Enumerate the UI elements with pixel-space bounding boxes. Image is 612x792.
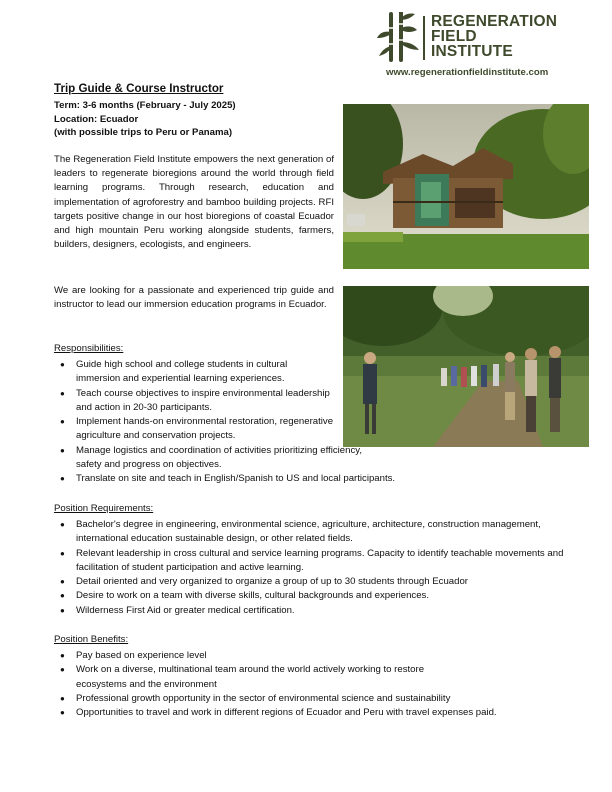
job-meta: [54, 99, 236, 140]
benefits-list: [54, 649, 574, 720]
responsibilities-heading: Responsibilities:: [54, 343, 124, 354]
responsibility-item: ● Implement hands-on environmental restoration, regenerative agriculture and conservation projects.: [54, 415, 348, 444]
org-name-line-3: INSTITUTE: [431, 43, 513, 60]
org-logo: [377, 12, 577, 64]
job-term: Term: 3-6 months (February - July 2025): [54, 100, 236, 111]
requirements-heading: Position Requirements:: [54, 503, 154, 514]
responsibility-item: ● Teach course objectives to inspire environmental leadership and action in 20-30 participants.: [54, 387, 334, 416]
org-name-line-2: FIELD: [431, 28, 477, 45]
benefit-item: ● Professional growth opportunity in the sector of environmental science and sustainability: [54, 692, 574, 706]
requirement-item: ● Desire to work on a team with diverse skills, cultural backgrounds and experiences.: [54, 589, 564, 603]
benefit-item: ● Work on a diverse, multinational team around the world actively working to restore ecosystems and the environment: [54, 663, 476, 692]
requirement-item: ● Bachelor's degree in engineering, environmental science, agriculture, architecture, construction management, international education sustainable design, or other related fields.: [54, 518, 564, 547]
org-name-line-1: REGENERATION: [431, 13, 558, 30]
looking-paragraph: We are looking for a passionate and experienced trip guide and instructor to lead our immersion education programs in Ecuador.: [54, 285, 334, 311]
requirement-item: ● Wilderness First Aid or greater medical certification.: [54, 604, 564, 618]
benefit-item: ● Opportunities to travel and work in different regions of Ecuador and Peru with travel expenses paid.: [54, 706, 574, 720]
responsibilities-list: [54, 358, 474, 487]
responsibility-item: ● Guide high school and college students in cultural immersion and experiential learning experiences.: [54, 358, 314, 387]
responsibility-item: ● Translate on site and teach in English/Spanish to US and local participants.: [54, 472, 476, 486]
bamboo-icon: [377, 12, 421, 62]
requirement-item: ● Detail oriented and very organized to organize a group of up to 30 students through Ecuador: [54, 575, 564, 589]
requirement-item: ● Relevant leadership in cross cultural and service learning programs. Capacity to identify teachable movements and facilitation of student participation and active learning.: [54, 547, 564, 576]
bamboo-building-photo: [343, 104, 589, 269]
requirements-list: [54, 518, 564, 618]
job-title: Trip Guide & Course Instructor: [54, 82, 224, 95]
responsibility-item: ● Manage logistics and coordination of activities prioritizing efficiency, safety and progress on objectives.: [54, 444, 366, 473]
org-url[interactable]: www.regenerationfieldinstitute.com: [386, 67, 549, 78]
job-trips: (with possible trips to Peru or Panama): [54, 127, 233, 138]
benefits-heading: Position Benefits:: [54, 634, 129, 645]
benefit-item: ● Pay based on experience level: [54, 649, 574, 663]
org-name: [431, 14, 557, 59]
intro-paragraph: The Regeneration Field Institute empowers the next generation of leaders to regenerate bioregions around the world through field learning programs. Through research, education and implementation of agroforestry and bamboo building projects. RFI targets positive change in our host bioregions of coastal Ecuador and high mountain Peru working alongside students, farmers, builders, designers, ecologists, and engineers.: [54, 154, 334, 251]
job-location: Location: Ecuador: [54, 113, 139, 125]
